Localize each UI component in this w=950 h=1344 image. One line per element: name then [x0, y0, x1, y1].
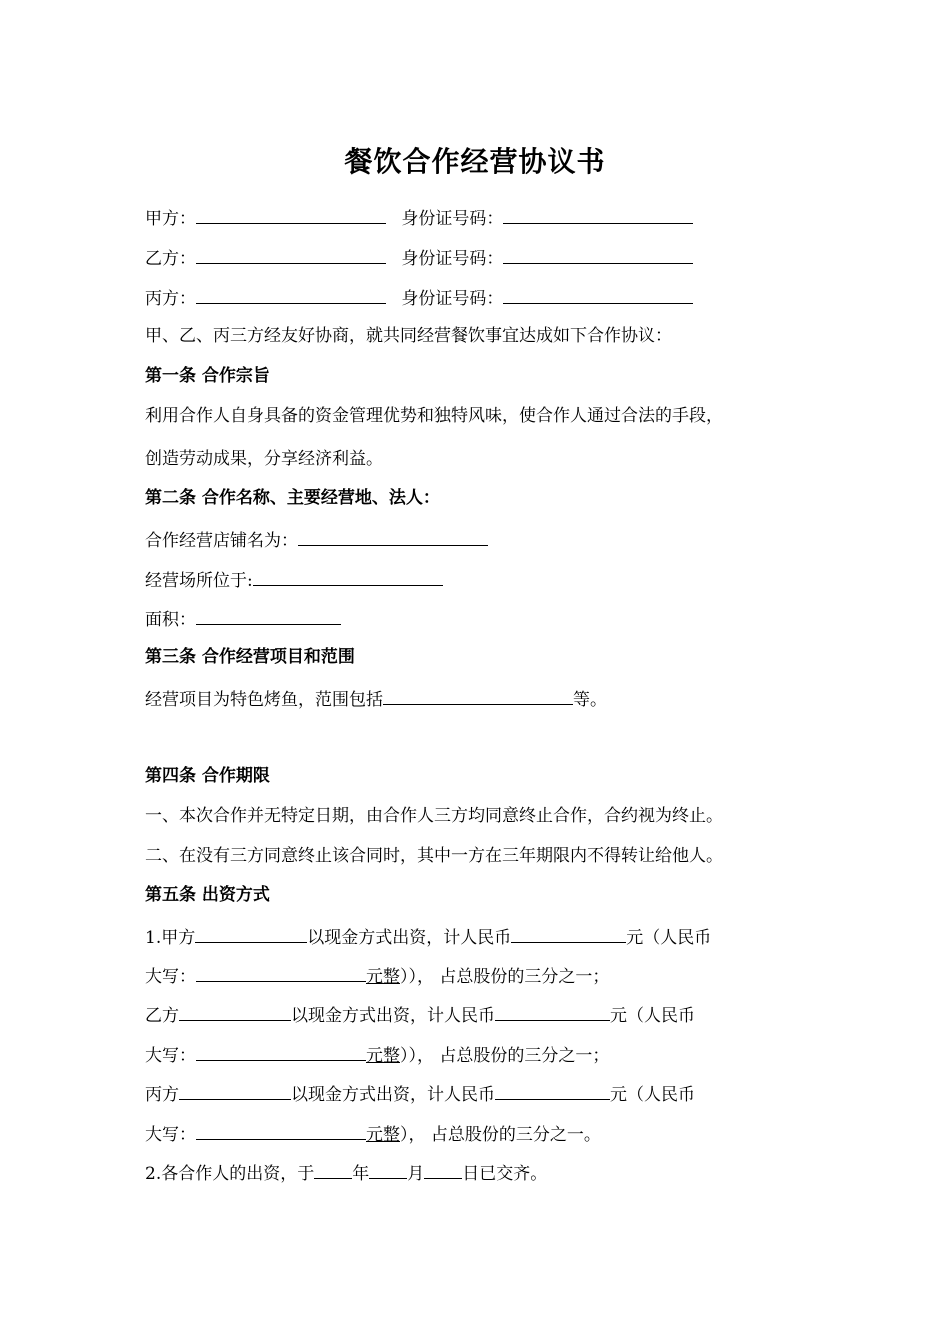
- party-c-daxie-blank[interactable]: [196, 1121, 366, 1140]
- shop-name-label: 合作经营店铺名为：: [145, 531, 298, 551]
- party-c-daxie-label: 大写：: [145, 1125, 196, 1145]
- article-1-line-2: 创造劳动成果，分享经济利益。: [145, 449, 383, 469]
- party-a-contributor-blank[interactable]: [195, 924, 307, 943]
- party-b-contributor-blank[interactable]: [179, 1002, 291, 1021]
- deadline-year-label: 年: [352, 1164, 370, 1184]
- deadline-month-label: 月: [407, 1164, 425, 1184]
- party-b-daxie-blank[interactable]: [196, 1042, 366, 1061]
- article-4-item-2: 二、在没有三方同意终止该合同时，其中一方在三年期限内不得转让给他人。: [145, 846, 723, 866]
- article-4-item-1: 一、本次合作并无特定日期，由合作人三方均同意终止合作，合约视为终止。: [145, 806, 723, 826]
- article-2-heading: 第二条 合作名称、主要经营地、法人：: [145, 488, 440, 508]
- party-b-id-blank[interactable]: [503, 245, 693, 264]
- party-c-amount-blank[interactable]: [495, 1081, 610, 1100]
- party-a-amount-blank[interactable]: [511, 924, 626, 943]
- party-a-id-blank[interactable]: [503, 205, 693, 224]
- party-b-daxie-label: 大写：: [145, 1046, 196, 1066]
- party-a-daxie-label: 大写：: [145, 967, 196, 987]
- location-row: [145, 567, 443, 592]
- party-b-id-label: 身份证号码：: [401, 249, 504, 269]
- party-a-label: 甲方：: [145, 209, 196, 229]
- party-c-cash-text: 以现金方式出资，计人民币: [291, 1085, 495, 1105]
- party-c-daxie-row: [145, 1121, 601, 1146]
- article-5-heading: 第五条 出资方式: [145, 885, 270, 905]
- party-b-yuan-text: 元（人民币: [610, 1006, 695, 1026]
- party-b-share-text: ））， 占总股份的三分之一；: [400, 1046, 610, 1066]
- party-c-yuan-text: 元（人民币: [610, 1085, 695, 1105]
- scope-blank[interactable]: [383, 686, 573, 705]
- article-4-heading: 第四条 合作期限: [145, 766, 270, 786]
- party-c-yuanzheng: 元整: [366, 1125, 400, 1145]
- scope-row: [145, 686, 607, 711]
- party-c-contribution-row: [145, 1081, 695, 1106]
- deadline-prefix: 2.各合作人的出资，于: [145, 1164, 315, 1184]
- area-label: 面积：: [145, 610, 196, 630]
- party-b-amount-blank[interactable]: [495, 1002, 610, 1021]
- party-a-contribution-prefix: 1.甲方: [145, 928, 196, 948]
- party-c-label: 丙方：: [145, 289, 196, 309]
- party-c-contributor-blank[interactable]: [179, 1081, 291, 1100]
- party-a-yuan-text: 元（人民币: [626, 928, 712, 948]
- party-b-daxie-row: [145, 1042, 609, 1067]
- party-c-contribution-prefix: 丙方: [145, 1085, 179, 1105]
- party-b-cash-text: 以现金方式出资，计人民币: [291, 1006, 495, 1026]
- party-b-contribution-prefix: 乙方: [145, 1006, 179, 1026]
- party-c-share-text: ）， 占总股份的三分之一。: [400, 1125, 601, 1145]
- party-b-yuanzheng: 元整: [366, 1046, 400, 1066]
- deadline-day-blank[interactable]: [424, 1160, 462, 1179]
- article-3-heading: 第三条 合作经营项目和范围: [145, 647, 355, 667]
- party-c-id-label: 身份证号码：: [401, 289, 504, 309]
- deadline-row: [145, 1160, 547, 1185]
- party-a-row: [145, 205, 693, 230]
- party-a-yuanzheng: 元整: [366, 967, 400, 987]
- party-a-contribution-row: [145, 924, 711, 949]
- party-a-name-blank[interactable]: [196, 205, 386, 224]
- deadline-month-blank[interactable]: [369, 1160, 407, 1179]
- party-a-daxie-row: [145, 963, 609, 988]
- party-a-id-label: 身份证号码：: [401, 209, 504, 229]
- area-blank[interactable]: [196, 606, 341, 625]
- party-c-id-blank[interactable]: [503, 285, 693, 304]
- scope-prefix: 经营项目为特色烤鱼，范围包括: [145, 690, 383, 710]
- article-1-heading: 第一条 合作宗旨: [145, 366, 270, 386]
- party-b-label: 乙方：: [145, 249, 196, 269]
- party-a-cash-text: 以现金方式出资，计人民币: [307, 928, 512, 948]
- party-c-name-blank[interactable]: [196, 285, 386, 304]
- document-title: 餐饮合作经营协议书: [344, 145, 606, 178]
- shop-name-row: [145, 527, 488, 552]
- area-row: [145, 606, 341, 631]
- deadline-year-blank[interactable]: [314, 1160, 352, 1179]
- article-1-line-1: 利用合作人自身具备的资金管理优势和独特风味，使合作人通过合法的手段，: [145, 406, 723, 426]
- party-b-name-blank[interactable]: [196, 245, 386, 264]
- location-blank[interactable]: [253, 567, 443, 586]
- intro-text: 甲、乙、丙三方经友好协商，就共同经营餐饮事宜达成如下合作协议：: [145, 326, 672, 346]
- party-b-contribution-row: [145, 1002, 695, 1027]
- party-c-row: [145, 285, 693, 310]
- location-label: 经营场所位于:: [145, 571, 253, 591]
- shop-name-blank[interactable]: [298, 527, 488, 546]
- party-a-share-text: ））， 占总股份的三分之一；: [400, 967, 610, 987]
- scope-suffix: 等。: [573, 690, 607, 710]
- party-a-daxie-blank[interactable]: [196, 963, 366, 982]
- party-b-row: [145, 245, 693, 270]
- deadline-day-suffix: 日已交齐。: [462, 1164, 548, 1184]
